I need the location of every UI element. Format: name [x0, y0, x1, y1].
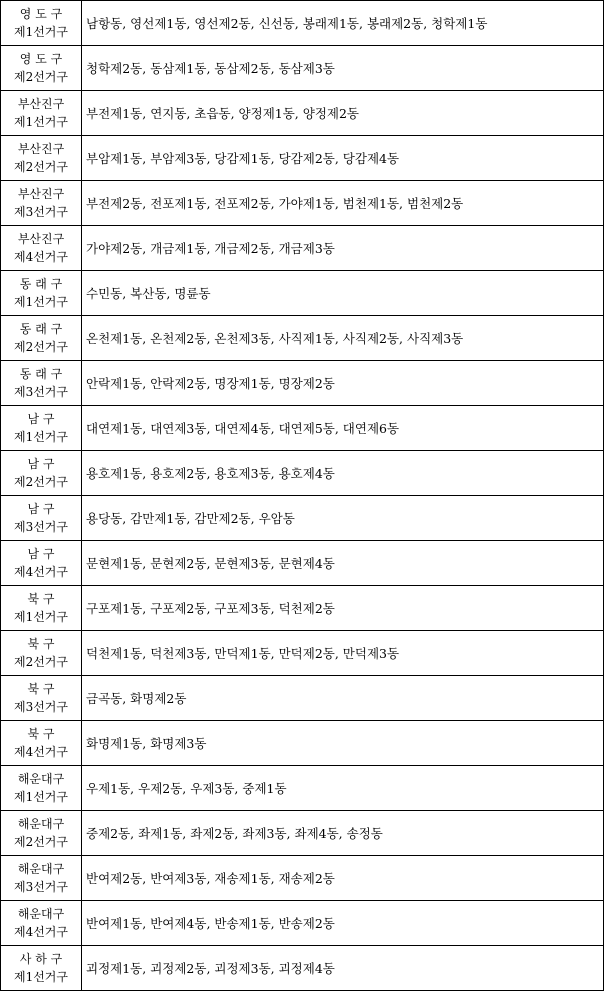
- table-row: [1, 901, 604, 946]
- constituency-name: 제1선거구: [13, 610, 68, 624]
- dong-list-cell: 괴정제1동, 괴정제2동, 괴정제3동, 괴정제4동: [82, 946, 604, 991]
- district-name: 영 도 구: [19, 52, 63, 66]
- constituency-name: 제1선거구: [13, 430, 68, 444]
- table-row: [1, 811, 604, 856]
- dong-list-cell: 청학제2동, 동삼제1동, 동삼제2동, 동삼제3동: [82, 46, 604, 91]
- dong-list-cell: 반여제1동, 반여제4동, 반송제1동, 반송제2동: [82, 901, 604, 946]
- constituency-name: 제3선거구: [13, 880, 68, 894]
- constituency-name: 제4선거구: [13, 565, 68, 579]
- district-name: 북 구: [27, 637, 55, 651]
- constituency-name: 제1선거구: [13, 295, 68, 309]
- table-row: [1, 181, 604, 226]
- dong-list-cell: 가야제2동, 개금제1동, 개금제2동, 개금제3동: [82, 226, 604, 271]
- dong-list-cell: 용당동, 감만제1동, 감만제2동, 우암동: [82, 496, 604, 541]
- constituency-name: 제4선거구: [13, 250, 68, 264]
- table-row: [1, 136, 604, 181]
- table-row: [1, 631, 604, 676]
- table-row: [1, 721, 604, 766]
- district-name: 남 구: [27, 457, 55, 471]
- constituency-name: 제3선거구: [13, 205, 68, 219]
- district-name: 영 도 구: [19, 7, 63, 21]
- constituency-name: 제4선거구: [13, 745, 68, 759]
- dong-list-cell: 남항동, 영선제1동, 영선제2동, 신선동, 봉래제1동, 봉래제2동, 청학제1동: [82, 1, 604, 46]
- constituency-name: 제2선거구: [13, 655, 68, 669]
- district-cell: [1, 631, 82, 676]
- district-name: 남 구: [27, 412, 55, 426]
- district-cell: [1, 451, 82, 496]
- district-name: 해운대구: [17, 862, 65, 876]
- district-name: 동 래 구: [19, 277, 63, 291]
- district-name: 해운대구: [17, 772, 65, 786]
- constituency-name: 제2선거구: [13, 835, 68, 849]
- district-cell: [1, 1, 82, 46]
- district-cell: [1, 811, 82, 856]
- constituency-name: 제1선거구: [13, 25, 68, 39]
- constituency-name: 제2선거구: [13, 70, 68, 84]
- district-name: 동 래 구: [19, 367, 63, 381]
- district-cell: [1, 316, 82, 361]
- table-row: [1, 856, 604, 901]
- dong-list-cell: 중제2동, 좌제1동, 좌제2동, 좌제3동, 좌제4동, 송정동: [82, 811, 604, 856]
- district-cell: [1, 586, 82, 631]
- district-cell: [1, 496, 82, 541]
- dong-list-cell: 우제1동, 우제2동, 우제3동, 중제1동: [82, 766, 604, 811]
- district-name: 해운대구: [17, 817, 65, 831]
- dong-list-cell: 온천제1동, 온천제2동, 온천제3동, 사직제1동, 사직제2동, 사직제3동: [82, 316, 604, 361]
- constituency-name: 제2선거구: [13, 340, 68, 354]
- district-cell: [1, 271, 82, 316]
- district-name: 부산진구: [17, 232, 65, 246]
- district-name: 동 래 구: [19, 322, 63, 336]
- district-cell: [1, 46, 82, 91]
- district-cell: [1, 766, 82, 811]
- district-cell: [1, 856, 82, 901]
- table-row: [1, 271, 604, 316]
- district-cell: [1, 226, 82, 271]
- district-name: 북 구: [27, 592, 55, 606]
- district-name: 사 하 구: [19, 952, 63, 966]
- dong-list-cell: 수민동, 복산동, 명륜동: [82, 271, 604, 316]
- table-row: [1, 226, 604, 271]
- constituency-name: 제2선거구: [13, 160, 68, 174]
- district-cell: [1, 946, 82, 991]
- district-cell: [1, 676, 82, 721]
- table-row: [1, 91, 604, 136]
- district-name: 남 구: [27, 502, 55, 516]
- district-name: 부산진구: [17, 97, 65, 111]
- table-row: [1, 361, 604, 406]
- constituency-name: 제2선거구: [13, 475, 68, 489]
- table-row: [1, 316, 604, 361]
- constituency-name: 제3선거구: [13, 700, 68, 714]
- table-body: [1, 1, 604, 991]
- district-cell: [1, 406, 82, 451]
- table-row: [1, 676, 604, 721]
- dong-list-cell: 문현제1동, 문현제2동, 문현제3동, 문현제4동: [82, 541, 604, 586]
- dong-list-cell: 반여제2동, 반여제3동, 재송제1동, 재송제2동: [82, 856, 604, 901]
- district-name: 부산진구: [17, 142, 65, 156]
- table-row: [1, 946, 604, 991]
- dong-list-cell: 화명제1동, 화명제3동: [82, 721, 604, 766]
- dong-list-cell: 구포제1동, 구포제2동, 구포제3동, 덕천제2동: [82, 586, 604, 631]
- district-name: 북 구: [27, 682, 55, 696]
- constituency-name: 제1선거구: [13, 115, 68, 129]
- table-row: [1, 451, 604, 496]
- district-name: 부산진구: [17, 187, 65, 201]
- dong-list-cell: 금곡동, 화명제2동: [82, 676, 604, 721]
- dong-list-cell: 안락제1동, 안락제2동, 명장제1동, 명장제2동: [82, 361, 604, 406]
- dong-list-cell: 부전제2동, 전포제1동, 전포제2동, 가야제1동, 범천제1동, 범천제2동: [82, 181, 604, 226]
- district-cell: [1, 91, 82, 136]
- dong-list-cell: 부전제1동, 연지동, 초읍동, 양정제1동, 양정제2동: [82, 91, 604, 136]
- table-row: [1, 406, 604, 451]
- dong-list-cell: 대연제1동, 대연제3동, 대연제4동, 대연제5동, 대연제6동: [82, 406, 604, 451]
- table-row: [1, 1, 604, 46]
- dong-list-cell: 덕천제1동, 덕천제3동, 만덕제1동, 만덕제2동, 만덕제3동: [82, 631, 604, 676]
- district-name: 북 구: [27, 727, 55, 741]
- constituency-name: 제3선거구: [13, 520, 68, 534]
- table-row: [1, 541, 604, 586]
- table-row: [1, 766, 604, 811]
- district-cell: [1, 361, 82, 406]
- table-row: [1, 586, 604, 631]
- district-name: 남 구: [27, 547, 55, 561]
- table-row: [1, 496, 604, 541]
- constituency-name: 제1선거구: [13, 790, 68, 804]
- district-cell: [1, 541, 82, 586]
- table-row: [1, 46, 604, 91]
- district-cell: [1, 901, 82, 946]
- district-cell: [1, 181, 82, 226]
- constituency-name: 제4선거구: [13, 925, 68, 939]
- constituency-name: 제3선거구: [13, 385, 68, 399]
- dong-list-cell: 부암제1동, 부암제3동, 당감제1동, 당감제2동, 당감제4동: [82, 136, 604, 181]
- district-cell: [1, 136, 82, 181]
- district-name: 해운대구: [17, 907, 65, 921]
- constituency-name: 제1선거구: [13, 970, 68, 984]
- district-cell: [1, 721, 82, 766]
- dong-list-cell: 용호제1동, 용호제2동, 용호제3동, 용호제4동: [82, 451, 604, 496]
